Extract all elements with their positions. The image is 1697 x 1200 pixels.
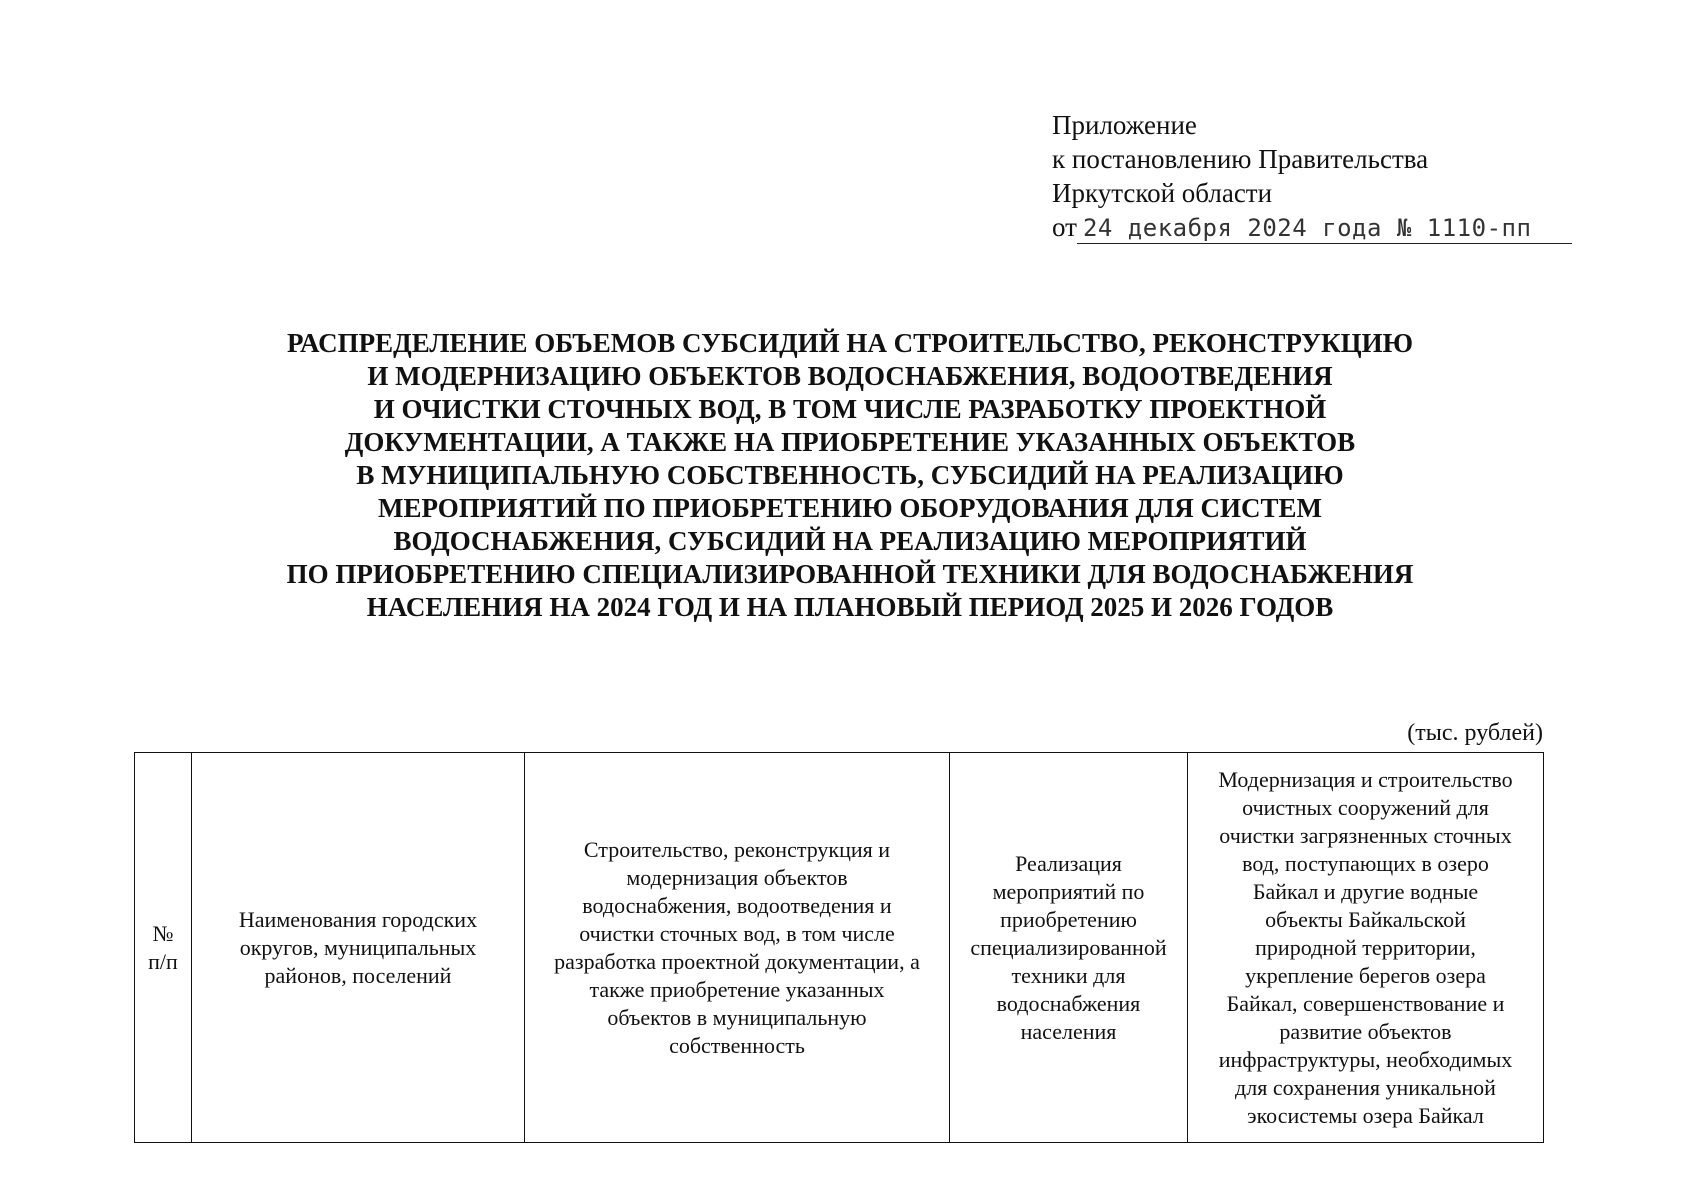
header-municipality-name: [192, 753, 525, 1143]
title-line: МЕРОПРИЯТИЙ ПО ПРИОБРЕТЕНИЮ ОБОРУДОВАНИЯ ДЛЯ СИСТЕМ: [377, 493, 1322, 523]
header-line: водоснабжения, водоотведения и: [582, 892, 892, 918]
header-baikal-modernization: [1188, 753, 1544, 1143]
title-line: В МУНИЦИПАЛЬНУЮ СОБСТВЕННОСТЬ, СУБСИДИЙ НА РЕАЛИЗАЦИЮ: [356, 460, 1344, 490]
header-line: экосистемы озера Байкал: [1247, 1102, 1484, 1128]
title-line: НАСЕЛЕНИЯ НА 2024 ГОД И НА ПЛАНОВЫЙ ПЕРИОД 2025 И 2026 ГОДОВ: [366, 592, 1334, 622]
title-line: И МОДЕРНИЗАЦИЮ ОБЪЕКТОВ ВОДОСНАБЖЕНИЯ, ВОДООТВЕДЕНИЯ: [367, 361, 1333, 391]
header-construction-subsidy: [525, 753, 950, 1143]
header-line: развитие объектов: [1279, 1018, 1452, 1044]
header-line: Байкал и другие водные: [1252, 878, 1479, 904]
header-line: районов, поселений: [264, 962, 452, 988]
header-line: также приобретение указанных: [589, 976, 885, 1002]
header-line: населения: [1020, 1018, 1117, 1044]
header-line: Модернизация и строительство: [1218, 766, 1513, 792]
header-line: Байкал, совершенствование и: [1226, 990, 1505, 1016]
header-line: приобретению: [1000, 906, 1137, 932]
header-line: природной территории,: [1255, 934, 1476, 960]
header-number-line: №: [152, 920, 174, 946]
header-line: инфраструктуры, необходимых: [1218, 1046, 1513, 1072]
header-line: объекты Байкальской: [1265, 906, 1466, 932]
header-line: Наименования городских: [238, 906, 478, 932]
header-line: техники для: [1011, 962, 1126, 988]
header-line: специализированной: [970, 934, 1167, 960]
header-line: очистки загрязненных сточных: [1219, 822, 1512, 848]
appendix-label: Приложение: [1052, 110, 1197, 140]
header-line: вод, поступающих в озеро: [1242, 850, 1489, 876]
title-line: РАСПРЕДЕЛЕНИЕ ОБЪЕМОВ СУБСИДИЙ НА СТРОИТЕЛЬСТВО, РЕКОНСТРУКЦИЮ: [286, 328, 1414, 358]
title-line: ПО ПРИОБРЕТЕНИЮ СПЕЦИАЛИЗИРОВАННОЙ ТЕХНИКИ ДЛЯ ВОДОСНАБЖЕНИЯ: [286, 559, 1414, 589]
header-line: очистных сооружений для: [1242, 794, 1489, 820]
header-line: мероприятий по: [992, 878, 1145, 904]
header-line: собственность: [669, 1032, 805, 1058]
subsidy-table: [134, 752, 1544, 1143]
appendix-resolution-reference: к постановлению Правительства: [1052, 144, 1429, 174]
title-line: ДОКУМЕНТАЦИИ, А ТАКЖЕ НА ПРИОБРЕТЕНИЕ УКАЗАННЫХ ОБЪЕКТОВ: [344, 427, 1356, 457]
header-number-line: п/п: [148, 948, 178, 974]
header-line: Строительство, реконструкция и: [583, 836, 891, 862]
appendix-date-prefix: от: [1052, 212, 1077, 242]
header-line: очистки сточных вод, в том числе: [579, 920, 895, 946]
appendix-date-line: [1052, 210, 1572, 244]
units-label: (тыс. рублей): [1407, 720, 1543, 746]
header-line: разработка проектной документации, а: [554, 948, 920, 974]
appendix-region: Иркутской области: [1052, 178, 1273, 208]
header-line: округов, муниципальных: [239, 934, 477, 960]
header-number: [135, 753, 192, 1143]
header-line: водоснабжения: [996, 990, 1141, 1016]
header-line: модернизация объектов: [626, 864, 848, 890]
header-line: для сохранения уникальной: [1235, 1074, 1496, 1100]
header-line: Реализация: [1015, 850, 1122, 876]
title-line: И ОЧИСТКИ СТОЧНЫХ ВОД, В ТОМ ЧИСЛЕ РАЗРАБОТКУ ПРОЕКТНОЙ: [373, 394, 1327, 424]
header-line: объектов в муниципальную: [607, 1004, 867, 1030]
document-title: [200, 327, 1500, 624]
table-header-row: [135, 753, 1544, 1143]
header-special-equipment: [950, 753, 1188, 1143]
appendix-block: [1052, 108, 1572, 244]
header-line: укрепление берегов озера: [1245, 962, 1486, 988]
appendix-date-value: 24 декабря 2024 года № 1110-пп: [1077, 213, 1572, 244]
title-line: ВОДОСНАБЖЕНИЯ, СУБСИДИЙ НА РЕАЛИЗАЦИЮ МЕРОПРИЯТИЙ: [393, 526, 1307, 556]
